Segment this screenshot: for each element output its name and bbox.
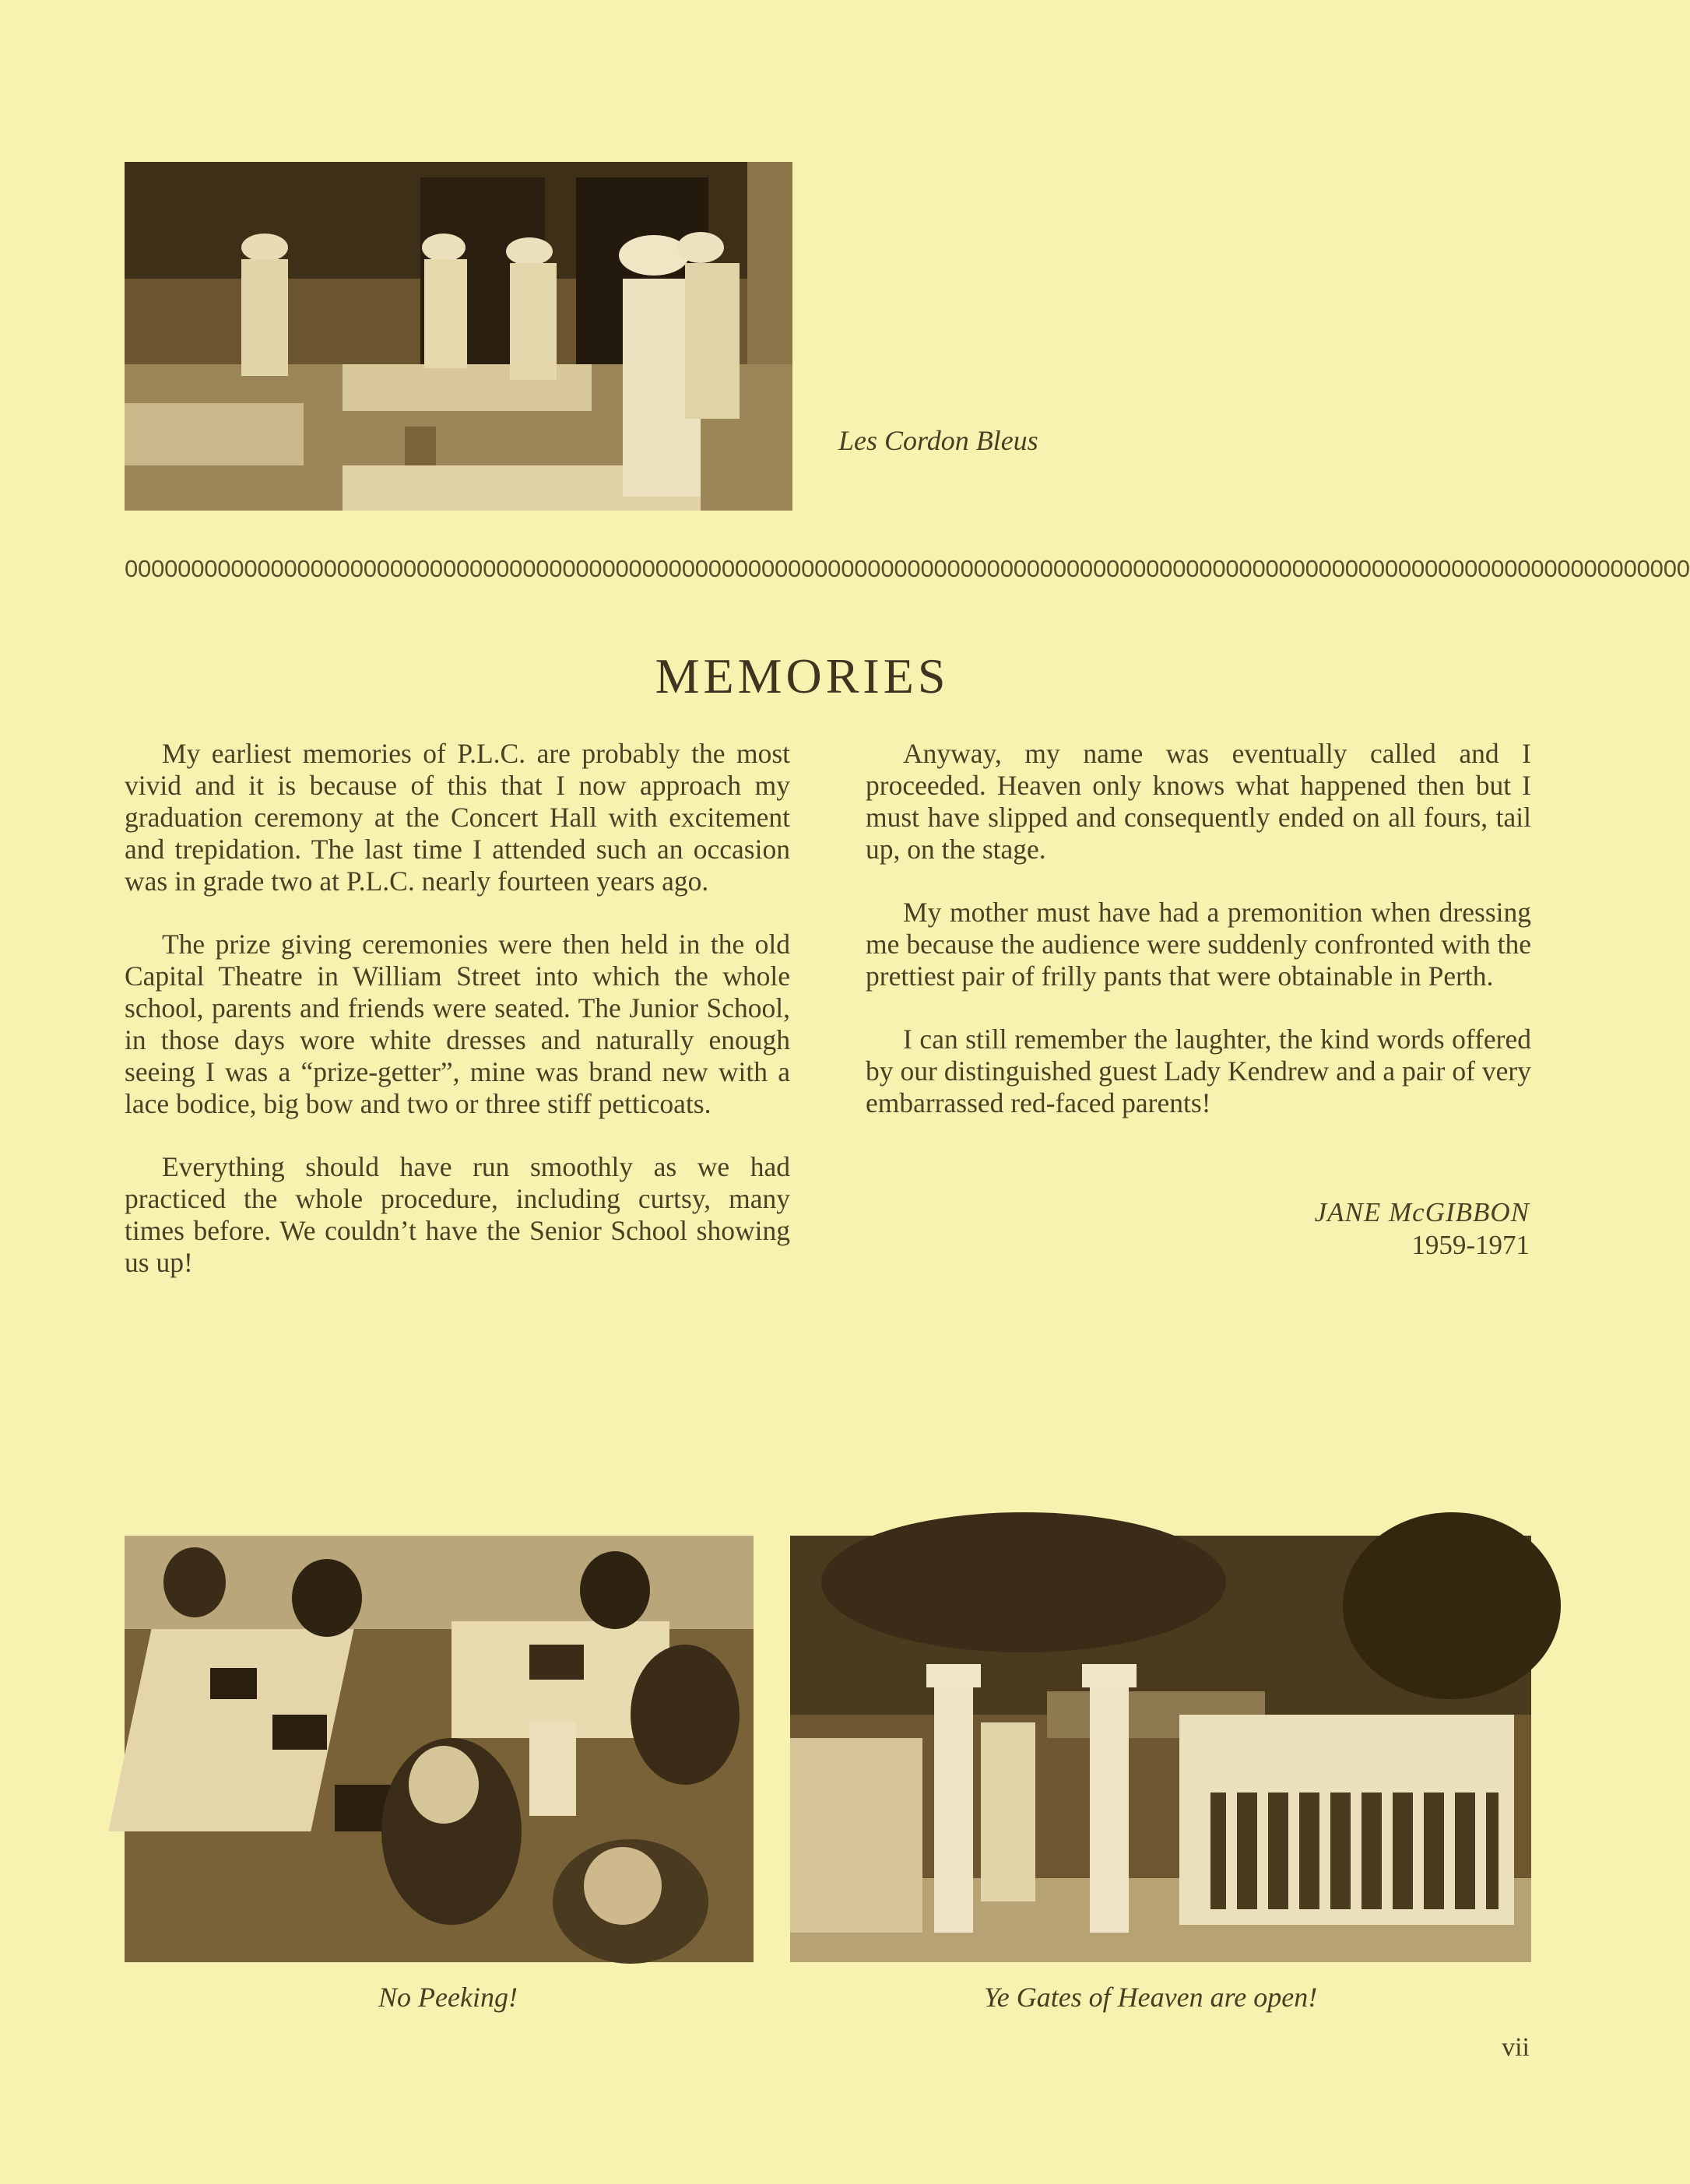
- photo-school-gates: [790, 1536, 1531, 1962]
- decorative-divider: 0000000000000000000000000000000000000000000000000000000000000000000000000000000000000000000000000000000000000000000000: [125, 555, 1690, 582]
- author-name: JANE McGIBBON: [1314, 1197, 1530, 1227]
- article-column-left: [125, 738, 790, 1310]
- page-number: vii: [1502, 2033, 1530, 2062]
- paragraph: The prize giving ceremonies were then held in the old Capital Theatre in William Street into which the whole school, parents and friends were seated. The Junior School, in those days wore white dresses and naturally enough seeing I was a “prize-getter”, mine was brand new with a lace bodice, big bow and two or three stiff petticoats.: [125, 929, 790, 1119]
- paragraph: My mother must have had a premonition when dressing me because the audience were suddenly confronted with the prettiest pair of frilly pants that were obtainable in Perth.: [866, 897, 1531, 992]
- paragraph: I can still remember the laughter, the kind words offered by our distinguished guest Lady Kendrew and a pair of very embarrassed red-faced parents!: [866, 1024, 1531, 1118]
- article-title: MEMORIES: [655, 648, 950, 704]
- article-column-right: [866, 738, 1531, 1150]
- paragraph: Everything should have run smoothly as we had practiced the whole procedure, including curtsy, many times before. We couldn’t have the Senior School showing us up!: [125, 1151, 790, 1278]
- caption-typing-class: No Peeking!: [378, 1982, 518, 2013]
- photo-cooking-class: [125, 162, 792, 511]
- paragraph: Anyway, my name was eventually called and I proceeded. Heaven only knows what happened then but I must have slipped and consequently ended on all fours, tail up, on the stage.: [866, 738, 1531, 865]
- caption-cooking-class: Les Cordon Bleus: [838, 425, 1038, 456]
- paragraph: My earliest memories of P.L.C. are probably the most vivid and it is because of this that I now approach my graduation ceremony at the Concert Hall with excitement and trepidation. The last time I attended such an occasion was in grade two at P.L.C. nearly fourteen years ago.: [125, 738, 790, 897]
- caption-school-gates: Ye Gates of Heaven are open!: [984, 1982, 1318, 2013]
- photo-typing-class: [125, 1536, 754, 1962]
- author-years: 1959-1971: [1411, 1230, 1530, 1260]
